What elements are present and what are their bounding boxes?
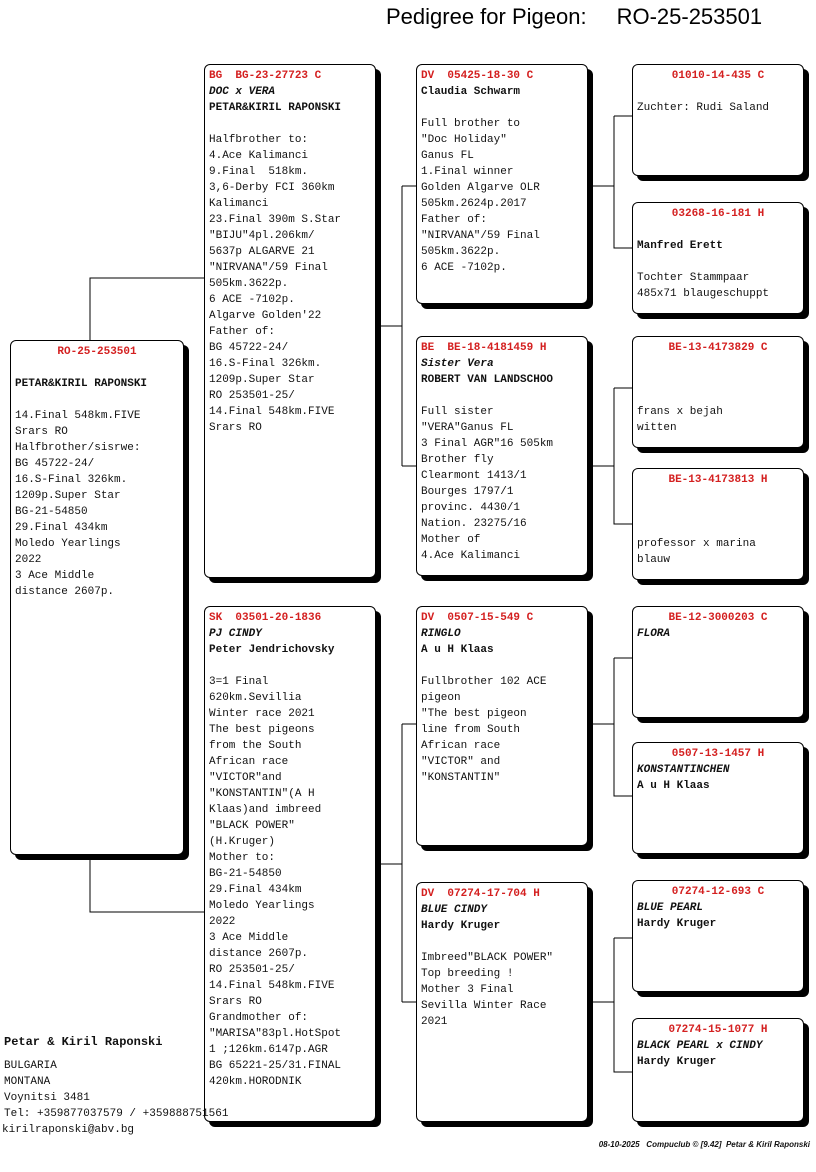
gen4-card-3[interactable] <box>632 336 804 448</box>
subject-breeder: PETAR&KIRIL RAPONSKI <box>15 378 148 390</box>
gen4-header: BE-12-3000203 C <box>668 612 768 624</box>
gen3-card-dam-dam[interactable] <box>416 882 588 1122</box>
gen4-header: 0507-13-1457 H <box>671 748 765 760</box>
gen3-header: BE BE-18-4181459 H <box>421 342 547 354</box>
breeder-email[interactable]: kirilraponski@abv.bg <box>2 1124 135 1136</box>
gen3-name: BLUE CINDY <box>421 904 488 916</box>
dam-breeder: Peter Jendrichovsky <box>209 644 335 656</box>
gen3-notes: Full brother to "Doc Holiday" Ganus FL 1.Final winner Golden Algarve OLR 505km.2624p.2017 Father of: "NIRVANA"/59 Final 505km.3622p. 6 ACE -7102p. <box>421 118 540 274</box>
dam-header: SK 03501-20-1836 <box>209 612 322 624</box>
breeder-country: BULGARIA <box>4 1060 57 1072</box>
gen4-card-7[interactable] <box>632 880 804 992</box>
gen4-card-2[interactable] <box>632 202 804 314</box>
gen4-header: BE-13-4173813 H <box>668 474 768 486</box>
gen3-card-dam-sire[interactable] <box>416 606 588 846</box>
gen4-header: 07274-15-1077 H <box>668 1024 768 1036</box>
gen3-card-sire-dam[interactable] <box>416 336 588 576</box>
subject-ring: RO-25-253501 <box>57 346 137 358</box>
sire-card[interactable] <box>204 64 376 578</box>
gen4-notes: Tochter Stammpaar 485x71 blaugeschuppt <box>637 272 770 300</box>
gen3-notes: Fullbrother 102 ACE pigeon "The best pigeon line from South African race "VICTOR" and "KONSTANTIN" <box>421 676 547 784</box>
gen4-name: BLACK PEARL x CINDY <box>637 1040 763 1052</box>
gen4-breeder: Manfred Erett <box>637 240 723 252</box>
subject-card[interactable] <box>10 340 184 855</box>
print-stamp: 08-10-2025 Compuclub © [9.42] Petar & Kiril Raponski <box>598 1140 810 1149</box>
gen3-breeder: Hardy Kruger <box>421 920 501 932</box>
sire-notes: Halfbrother to: 4.Ace Kalimanci 9.Final 518km. 3,6-Derby FCI 360km Kalimanci 23.Final 390m S.Star "BIJU"4pl.206km/ 5637p ALGARVE 21 "NIRVANA"/59 Final 505km.3622p. 6 ACE -7102p. Algarve Golden'22 Father of: BG 45722-24/ 16.S-Final 326km. 1209p.Super Star RO 253501-25/ 14.Final 548km.FIVE Srars RO <box>209 134 342 434</box>
gen3-name: RINGLO <box>421 628 461 640</box>
sire-header: BG BG-23-27723 C <box>209 70 322 82</box>
gen4-notes: Zuchter: Rudi Saland <box>637 102 770 114</box>
breeder-region: MONTANA <box>4 1076 51 1088</box>
gen3-name: Sister Vera <box>421 358 494 370</box>
gen3-breeder: ROBERT VAN LANDSCHOO <box>421 374 554 386</box>
title-label: Pedigree for Pigeon: <box>386 4 587 29</box>
gen4-header: 01010-14-435 C <box>671 70 765 82</box>
breeder-address <box>4 1034 228 1122</box>
sire-name: DOC x VERA <box>209 86 276 98</box>
gen4-notes: professor x marina blauw <box>637 538 756 566</box>
gen3-header: DV 05425-18-30 C <box>421 70 534 82</box>
gen4-card-4[interactable] <box>632 468 804 580</box>
gen4-card-8[interactable] <box>632 1018 804 1122</box>
gen4-card-6[interactable] <box>632 742 804 854</box>
breeder-phone: Tel: +359877037579 / +359888751561 <box>4 1108 229 1120</box>
subject-notes: 14.Final 548km.FIVE Srars RO Halfbrother/sisrwe: BG 45722-24/ 16.S-Final 326km. 1209p.Super Star BG-21-54850 29.Final 434km Moledo Yearlings 2022 3 Ace Middle distance 2607p. <box>15 410 141 598</box>
dam-name: PJ CINDY <box>209 628 262 640</box>
title-ring: RO-25-253501 <box>616 4 763 29</box>
gen3-breeder: A u H Klaas <box>421 644 494 656</box>
gen4-header: 07274-12-693 C <box>671 886 765 898</box>
gen4-name: KONSTANTINCHEN <box>637 764 730 776</box>
gen3-card-sire-sire[interactable] <box>416 64 588 304</box>
dam-notes: 3=1 Final 620km.Sevillia Winter race 2021 The best pigeons from the South African race "VICTOR"and "KONSTANTIN"(A H Klaas)and imbreed "BLACK POWER" (H.Kruger) Mother to: BG-21-54850 29.Final 434km Moledo Yearlings 2022 3 Ace Middle distance 2607p. RO 253501-25/ 14.Final 548km.FIVE Srars RO Grandmother of: "MARISA"83pl.HotSpot 1 ;126km.6147p.AGR BG 65221-25/31.FINAL 420km.HORODNIK <box>209 676 342 1088</box>
gen4-notes: frans x bejah witten <box>637 406 723 434</box>
breeder-town: Voynitsi 3481 <box>4 1092 90 1104</box>
gen4-name: BLUE PEARL <box>637 902 704 914</box>
gen3-header: DV 07274-17-704 H <box>421 888 540 900</box>
gen4-name: FLORA <box>637 628 671 640</box>
gen3-header: DV 0507-15-549 C <box>421 612 534 624</box>
gen4-breeder: A u H Klaas <box>637 780 710 792</box>
gen4-breeder: Hardy Kruger <box>637 918 717 930</box>
gen4-header: BE-13-4173829 C <box>668 342 768 354</box>
sire-breeder: PETAR&KIRIL RAPONSKI <box>209 102 342 114</box>
gen4-breeder: Hardy Kruger <box>637 1056 717 1068</box>
gen3-notes: Imbreed"BLACK POWER" Top breeding ! Mother 3 Final Sevilla Winter Race 2021 <box>421 952 554 1028</box>
gen3-notes: Full sister "VERA"Ganus FL 3 Final AGR"16 505km Brother fly Clearmont 1413/1 Bourges 1797/1 provinc. 4430/1 Nation. 23275/16 Mother of 4.Ace Kalimanci <box>421 406 554 562</box>
gen4-header: 03268-16-181 H <box>671 208 765 220</box>
gen4-card-1[interactable] <box>632 64 804 176</box>
gen3-breeder: Claudia Schwarm <box>421 86 521 98</box>
dam-card[interactable] <box>204 606 376 1122</box>
breeder-name: Petar & Kiril Raponski <box>4 1035 163 1049</box>
gen4-card-5[interactable] <box>632 606 804 718</box>
